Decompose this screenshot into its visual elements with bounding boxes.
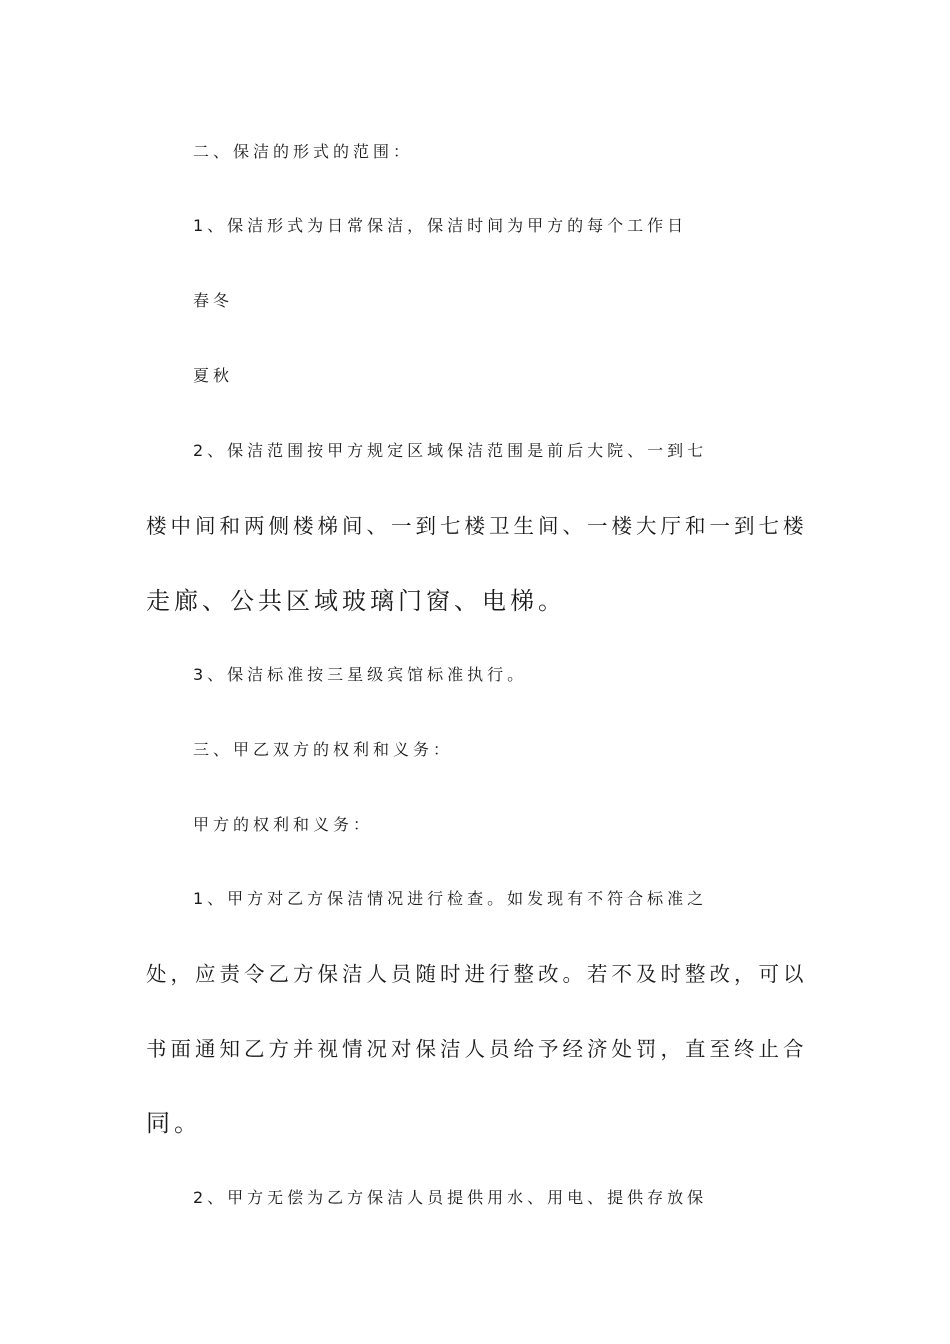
paragraph-line: 楼中间和两侧楼梯间、一到七楼卫生间、一楼大厅和一到七楼 xyxy=(146,514,808,538)
paragraph-line: 夏秋 xyxy=(193,366,234,385)
paragraph-line: 书面通知乙方并视情况对保洁人员给予经济处罚，直至终止合 xyxy=(146,1037,808,1061)
subsection-heading: 甲方的权利和义务： xyxy=(193,815,374,834)
paragraph-line: 处，应责令乙方保洁人员随时进行整改。若不及时整改，可以 xyxy=(146,962,808,986)
paragraph-line: 2、保洁范围按甲方规定区域保洁范围是前后大院、一到七 xyxy=(193,441,708,460)
paragraph-line: 1、保洁形式为日常保洁，保洁时间为甲方的每个工作日 xyxy=(193,216,688,235)
paragraph-line: 2、甲方无偿为乙方保洁人员提供用水、用电、提供存放保 xyxy=(193,1188,708,1207)
paragraph-line: 同。 xyxy=(146,1109,202,1137)
section-heading-scope: 二、保洁的形式的范围： xyxy=(193,142,414,161)
paragraph-line: 3、保洁标准按三星级宾馆标准执行。 xyxy=(193,665,528,684)
paragraph-line: 春冬 xyxy=(193,291,234,310)
paragraph-line: 走廊、公共区域玻璃门窗、电梯。 xyxy=(146,587,566,615)
section-heading-rights: 三、甲乙双方的权利和义务： xyxy=(193,740,454,759)
paragraph-line: 1、甲方对乙方保洁情况进行检查。如发现有不符合标准之 xyxy=(193,889,708,908)
